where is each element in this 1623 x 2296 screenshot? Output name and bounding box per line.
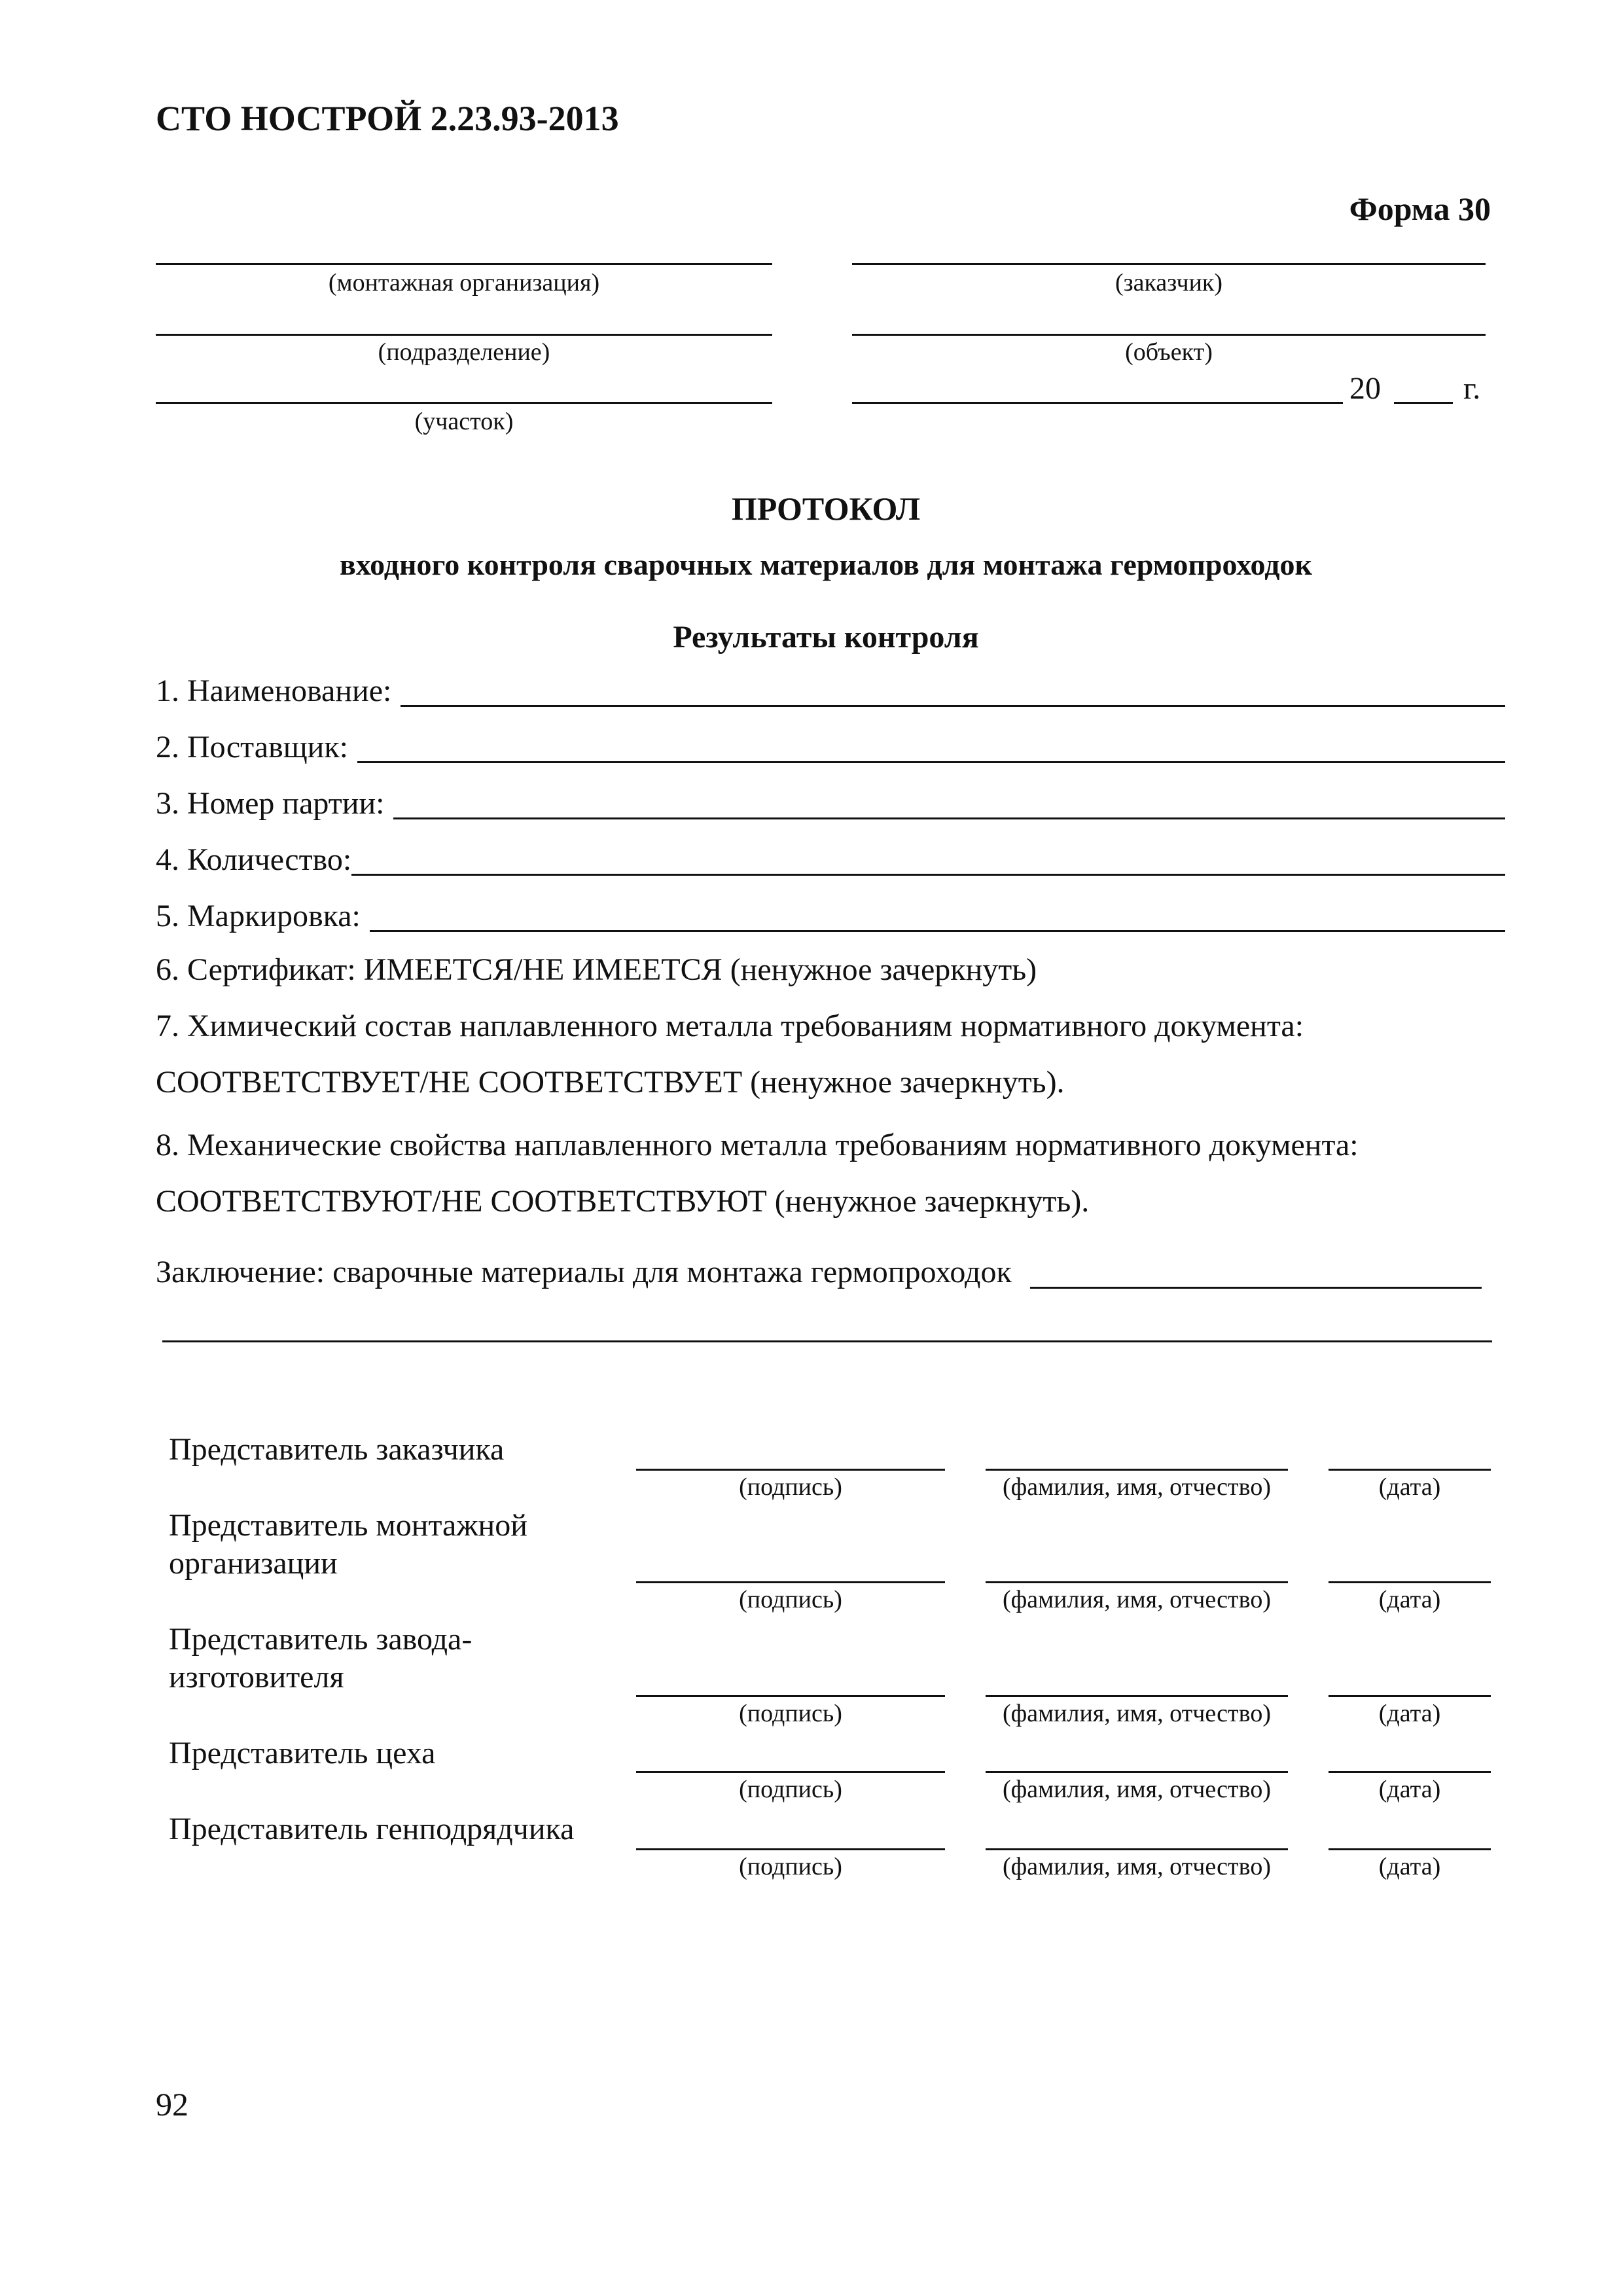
object-line[interactable] <box>852 334 1486 336</box>
representative-customer: Представитель заказчика <box>169 1432 505 1467</box>
form-label: Форма 30 <box>1349 190 1491 227</box>
mechanical-properties-item: 8. Механические свойства наплавленного металла требованиям нормативного документа: <box>156 1128 1359 1162</box>
date-line[interactable] <box>1329 1581 1491 1583</box>
signature-line[interactable] <box>636 1469 945 1471</box>
field-label: 4. Количество: <box>156 842 352 877</box>
date-line[interactable] <box>1329 1695 1491 1697</box>
signature-caption: (подпись) <box>739 1473 842 1501</box>
date-line[interactable] <box>1329 1469 1491 1471</box>
date-caption: (дата) <box>1378 1700 1441 1727</box>
name-line[interactable] <box>986 1469 1288 1471</box>
name-caption: (фамилия, имя, отчество) <box>1002 1776 1271 1803</box>
page-number: 92 <box>156 2086 188 2123</box>
name-caption: (фамилия, имя, отчество) <box>1002 1586 1271 1613</box>
field-name <box>156 674 1505 707</box>
chemical-composition-item: 7. Химический состав наплавленного металла требованиям нормативного документа: <box>156 1009 1304 1043</box>
customer-line[interactable] <box>852 263 1486 265</box>
date-day-month-line[interactable] <box>852 402 1343 404</box>
name-line[interactable] <box>986 1695 1288 1697</box>
field-label: 3. Номер партии: <box>156 786 385 821</box>
chemical-composition-options: СООТВЕТСТВУЕТ/НЕ СООТВЕТСТВУЕТ (ненужное зачеркнуть). <box>156 1065 1065 1100</box>
name-caption: (фамилия, имя, отчество) <box>1002 1853 1271 1880</box>
conclusion-line[interactable] <box>1030 1287 1482 1289</box>
year-suffix: г. <box>1463 371 1481 406</box>
representative-manufacturer: Представитель завода-изготовителя <box>169 1622 473 1695</box>
conclusion-label: Заключение: сварочные материалы для монтажа гермопроходок <box>156 1255 1012 1289</box>
conclusion-line-2[interactable] <box>162 1340 1492 1342</box>
field-label: 5. Маркировка: <box>156 899 361 933</box>
date-line[interactable] <box>1329 1848 1491 1850</box>
results-heading: Результаты контроля <box>673 620 979 655</box>
name-line[interactable] <box>986 1581 1288 1583</box>
name-line[interactable] <box>986 1771 1288 1773</box>
field-supplier <box>156 730 1505 763</box>
customer-caption: (заказчик) <box>1115 269 1223 296</box>
date-caption: (дата) <box>1378 1586 1441 1613</box>
date-caption: (дата) <box>1378 1776 1441 1803</box>
date-line[interactable] <box>1329 1771 1491 1773</box>
field-input-line[interactable] <box>351 848 1505 876</box>
site-line[interactable] <box>156 402 772 404</box>
certificate-item: 6. Сертификат: ИМЕЕТСЯ/НЕ ИМЕЕТСЯ (ненужное зачеркнуть) <box>156 952 1037 987</box>
name-caption: (фамилия, имя, отчество) <box>1002 1700 1271 1727</box>
subdivision-line[interactable] <box>156 334 772 336</box>
signature-line[interactable] <box>636 1581 945 1583</box>
signature-line[interactable] <box>636 1695 945 1697</box>
mounting-org-caption: (монтажная организация) <box>328 269 600 296</box>
signature-caption: (подпись) <box>739 1586 842 1613</box>
protocol-title: ПРОТОКОЛ <box>731 490 921 527</box>
field-label: 2. Поставщик: <box>156 730 348 764</box>
signature-line[interactable] <box>636 1848 945 1850</box>
representative-mounting-org: Представитель монтажной организации <box>169 1508 527 1581</box>
field-quantity <box>156 843 1505 876</box>
standard-code: СТО НОСТРОЙ 2.23.93-2013 <box>156 99 619 138</box>
signature-caption: (подпись) <box>739 1776 842 1803</box>
field-label: 1. Наименование: <box>156 673 392 708</box>
field-input-line[interactable] <box>393 791 1505 819</box>
site-caption: (участок) <box>414 408 514 435</box>
subdivision-caption: (подразделение) <box>378 338 550 366</box>
mounting-org-line[interactable] <box>156 263 772 265</box>
field-input-line[interactable] <box>357 735 1505 763</box>
signature-caption: (подпись) <box>739 1853 842 1880</box>
representative-workshop: Представитель цеха <box>169 1736 436 1770</box>
signature-caption: (подпись) <box>739 1700 842 1727</box>
field-input-line[interactable] <box>370 904 1505 932</box>
field-batch-number <box>156 787 1505 819</box>
date-caption: (дата) <box>1378 1473 1441 1501</box>
year-line[interactable] <box>1394 402 1453 404</box>
field-marking <box>156 899 1505 932</box>
representative-general-contractor: Представитель генподрядчика <box>169 1812 575 1846</box>
date-caption: (дата) <box>1378 1853 1441 1880</box>
signature-line[interactable] <box>636 1771 945 1773</box>
year-prefix: 20 <box>1349 371 1381 406</box>
field-input-line[interactable] <box>401 679 1505 707</box>
mechanical-properties-options: СООТВЕТСТВУЮТ/НЕ СООТВЕТСТВУЮТ (ненужное зачеркнуть). <box>156 1184 1090 1219</box>
object-caption: (объект) <box>1125 338 1213 366</box>
name-line[interactable] <box>986 1848 1288 1850</box>
name-caption: (фамилия, имя, отчество) <box>1002 1473 1271 1501</box>
protocol-subtitle: входного контроля сварочных материалов для монтажа гермопроходок <box>339 548 1312 581</box>
